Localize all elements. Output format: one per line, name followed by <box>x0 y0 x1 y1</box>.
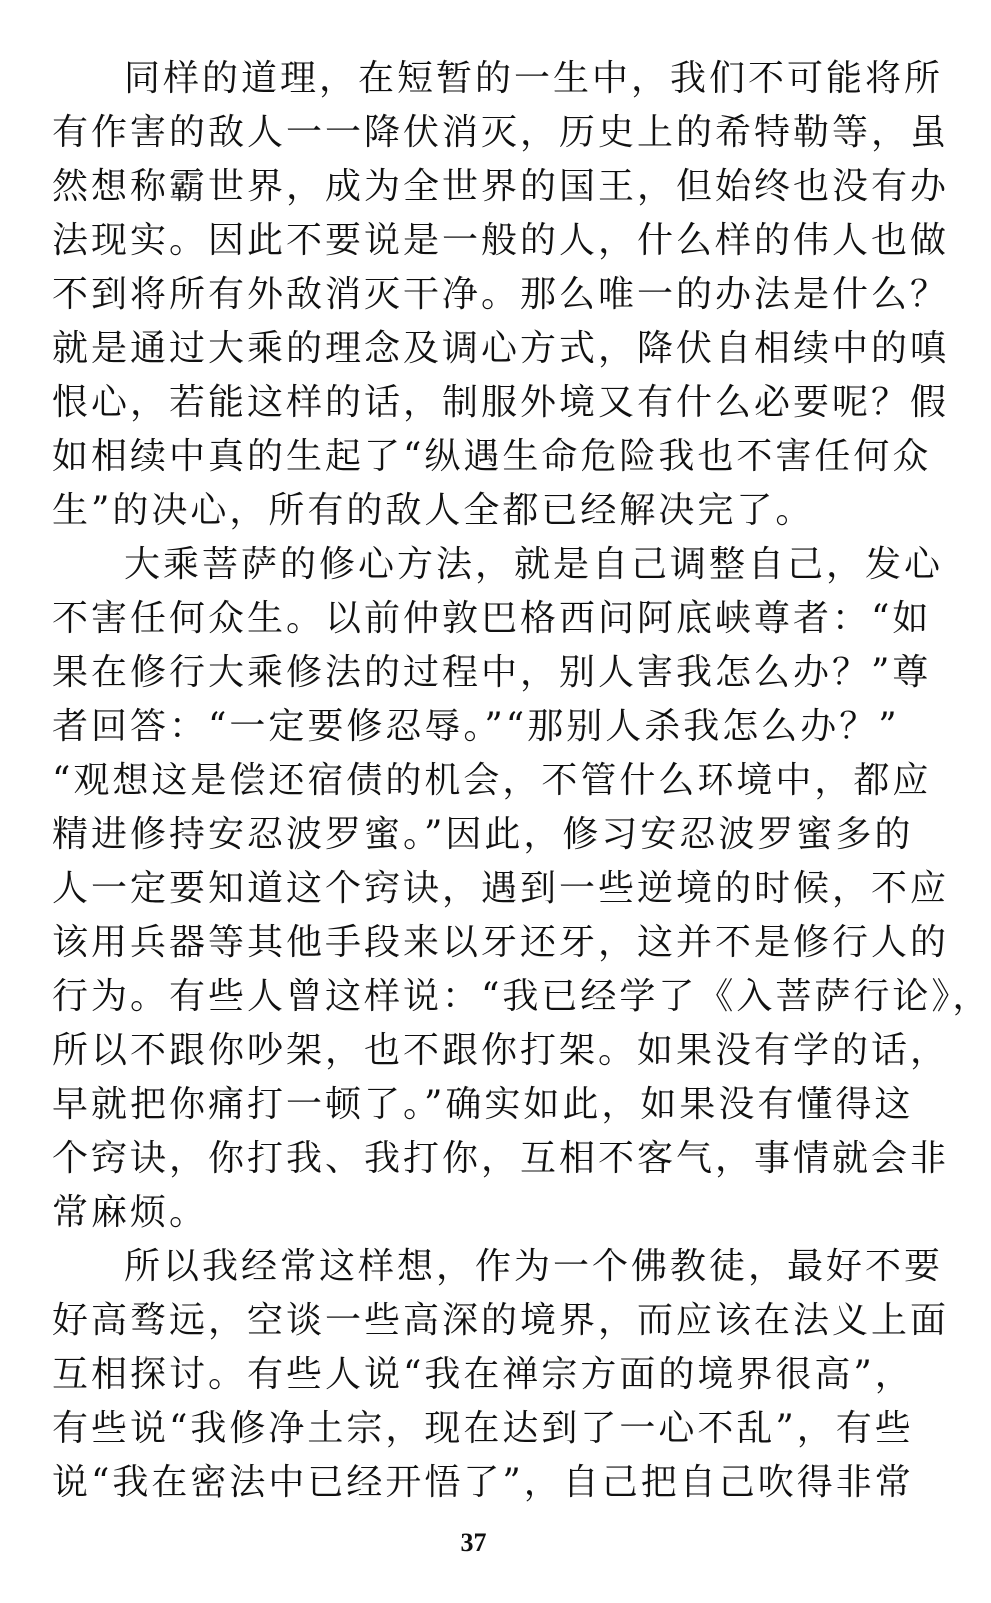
page-number: 37 <box>460 1528 487 1557</box>
text-line: 该用兵器等其他手段来以牙还牙，这并不是修行人的 <box>52 922 950 963</box>
paragraph-2 <box>52 538 991 1240</box>
text-line: 有些说“我修净土宗，现在达到了一心不乱”，有些 <box>52 1408 914 1449</box>
text-line: 所以我经常这样想，作为一个佛教徒，最好不要 <box>124 1246 944 1287</box>
text-line: 精进修持安忍波罗蜜。”因此，修习安忍波罗蜜多的 <box>52 814 914 855</box>
text-line: 果在修行大乘修法的过程中，别人害我怎么办？”尊 <box>52 652 932 693</box>
text-line: 早就把你痛打一顿了。”确实如此，如果没有懂得这 <box>52 1084 914 1125</box>
paragraph-1 <box>52 52 950 538</box>
text-line: 同样的道理，在短暂的一生中，我们不可能将所 <box>124 58 944 99</box>
text-line: 不害任何众生。以前仲敦巴格西问阿底峡尊者：“如 <box>52 598 932 639</box>
text-line: 有作害的敌人一一降伏消灭，历史上的希特勒等，虽 <box>52 112 950 153</box>
text-line: “观想这是偿还宿债的机会，不管什么环境中，都应 <box>52 760 932 801</box>
text-line: 然想称霸世界，成为全世界的国王，但始终也没有办 <box>52 166 950 207</box>
text-line: 如相续中真的生起了“纵遇生命危险我也不害任何众 <box>52 436 932 477</box>
page-body <box>52 52 991 1510</box>
text-line: 所以不跟你吵架，也不跟你打架。如果没有学的话， <box>52 1030 950 1071</box>
text-line: 互相探讨。有些人说“我在禅宗方面的境界很高”， <box>52 1354 914 1395</box>
text-line: 恨心，若能这样的话，制服外境又有什么必要呢？假 <box>52 382 950 423</box>
text-line: 法现实。因此不要说是一般的人，什么样的伟人也做 <box>52 220 950 261</box>
text-line: 行为。有些人曾这样说：“我已经学了《入菩萨行论》， <box>52 976 991 1017</box>
text-line: 不到将所有外敌消灭干净。那么唯一的办法是什么？ <box>52 274 950 315</box>
paragraph-3 <box>52 1240 950 1510</box>
text-line: 生”的决心，所有的敌人全都已经解决完了。 <box>52 490 815 531</box>
text-line: 人一定要知道这个窍诀，遇到一些逆境的时候，不应 <box>52 868 950 909</box>
text-line: 好高骛远，空谈一些高深的境界，而应该在法义上面 <box>52 1300 950 1341</box>
text-line: 常麻烦。 <box>52 1192 209 1233</box>
text-line: 者回答：“一定要修忍辱。”“那别人杀我怎么办？” <box>52 706 900 747</box>
text-line: 就是通过大乘的理念及调心方式，降伏自相续中的嗔 <box>52 328 950 369</box>
text-line: 说“我在密法中已经开悟了”，自己把自己吹得非常 <box>52 1462 914 1503</box>
text-line: 个窍诀，你打我、我打你，互相不客气，事情就会非 <box>52 1138 950 1179</box>
text-line: 大乘菩萨的修心方法，就是自己调整自己，发心 <box>124 544 944 585</box>
